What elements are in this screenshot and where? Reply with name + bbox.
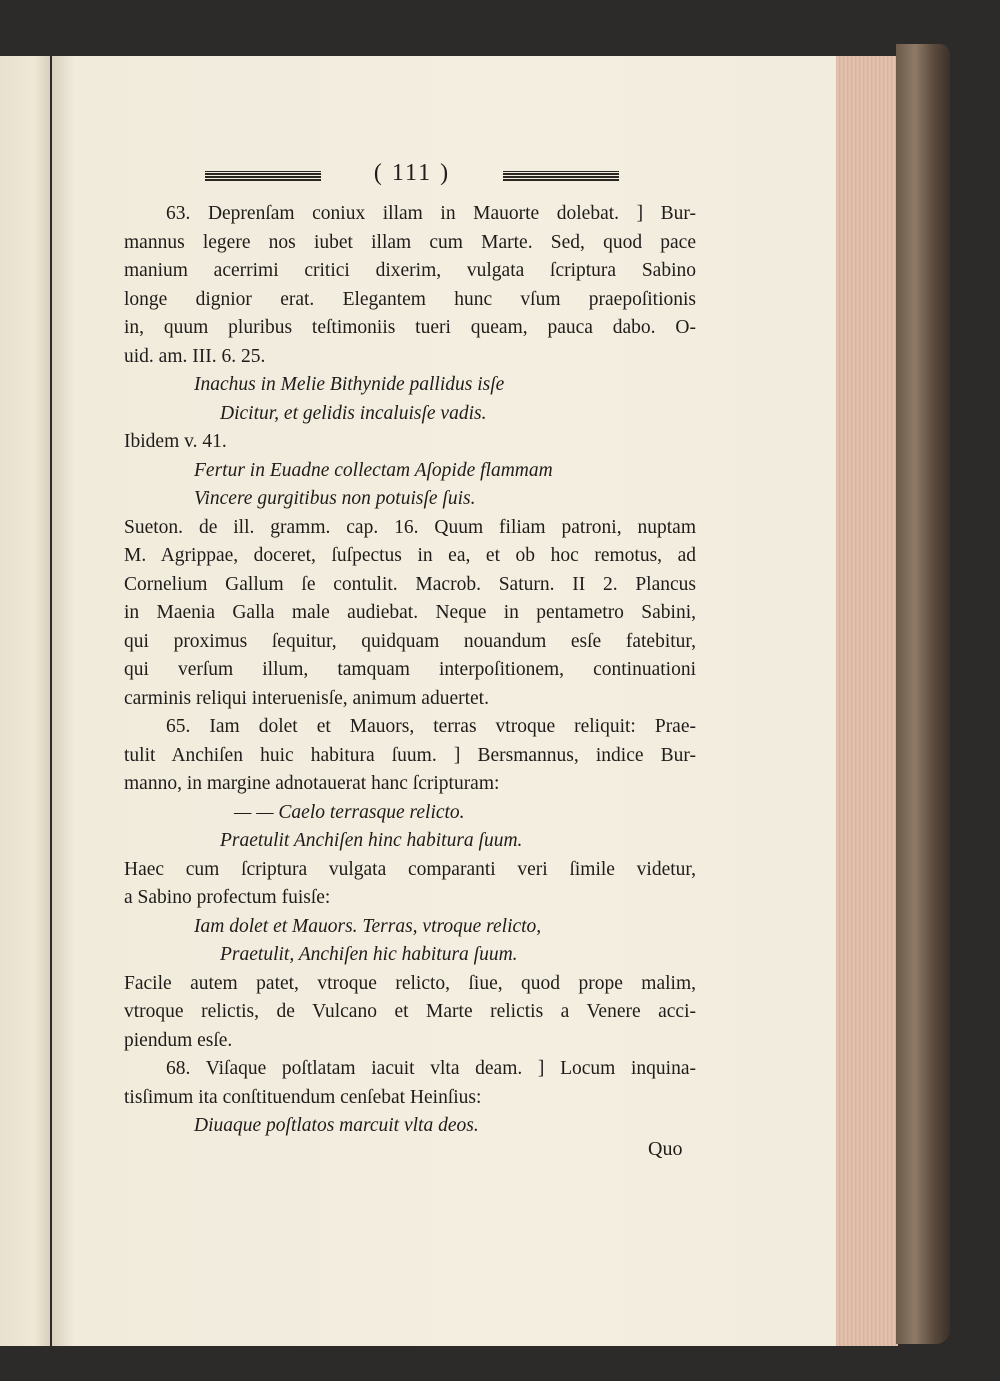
text-line: longe dignior erat. Elegantem hunc vſum praepoſitionis [124, 288, 696, 310]
verse-line: Diuaque poſtlatos marcuit vlta deos. [194, 1115, 479, 1136]
verse-line: Iam dolet et Mauors. Terras, vtroque relicto, [194, 915, 542, 937]
verse-line: Vincere gurgitibus non potuisſe ſuis. [194, 488, 476, 509]
text-line: 63. Deprenſam coniux illam in Mauorte dolebat. ] Bur- [166, 203, 696, 224]
text-line: M. Agrippae, doceret, ſuſpectus in ea, et ob hoc remotus, ad [124, 545, 696, 566]
page-block-edge [836, 56, 898, 1346]
book-cover-edge [896, 44, 950, 1344]
verse-line: Inachus in Melie Bithynide pallidus isſe [194, 374, 505, 395]
text-line: qui proximus ſequitur, quidquam nouandum esſe fatebitur, [124, 630, 696, 652]
body-text [124, 200, 696, 1141]
text-line: manno, in margine adnotauerat hanc ſcripturam: [124, 773, 500, 794]
facing-page-edge [0, 56, 50, 1346]
text-line: Haec cum ſcriptura vulgata comparanti veri ſimile videtur, [124, 858, 696, 880]
catchword: Quo [648, 1138, 683, 1160]
text-line: Sueton. de ill. gramm. cap. 16. Quum filiam patroni, nuptam [124, 516, 696, 538]
text-line: manium acerrimi critici dixerim, vulgata ſcriptura Sabino [124, 260, 696, 281]
text-line: a Sabino profectum fuisſe: [124, 887, 331, 908]
verse-line: Dicitur, et gelidis incaluisſe vadis. [220, 402, 487, 424]
text-line: qui verſum illum, tamquam interpoſitionem, continuationi [124, 659, 696, 680]
text-line: carminis reliqui interuenisſe, animum aduertet. [124, 687, 489, 709]
text-line: Facile autem patet, vtroque relicto, ſiue, quod prope malim, [124, 972, 696, 994]
text-line: Cornelium Gallum ſe contulit. Macrob. Saturn. II 2. Plancus [124, 573, 696, 595]
text-line: tisſimum ita conſtituendum cenſebat Heinſius: [124, 1086, 482, 1108]
text-line: 68. Viſaque poſtlatam iacuit vlta deam. ] Locum inquina- [166, 1058, 696, 1079]
header-rule-right [503, 171, 619, 181]
header-rule-left [205, 171, 321, 181]
text-line: in Maenia Galla male audiebat. Neque in pentametro Sabini, [124, 602, 696, 623]
text-line: mannus legere nos iubet illam cum Marte. Sed, quod pace [124, 231, 696, 253]
text-line: tulit Anchiſen huic habitura ſuum. ] Bersmannus, indice Bur- [124, 744, 696, 766]
verse-line: Praetulit Anchiſen hinc habitura ſuum. [220, 830, 523, 851]
verse-line: Fertur in Euadne collectam Aſopide flammam [194, 459, 553, 481]
page-header [205, 162, 619, 192]
text-line: in, quum pluribus teſtimoniis tueri queam, pauca dabo. O- [124, 317, 696, 338]
verse-line: Praetulit, Anchiſen hic habitura ſuum. [220, 944, 518, 965]
text-line: 65. Iam dolet et Mauors, terras vtroque reliquit: Prae- [166, 716, 696, 737]
page-number: ( 111 ) [373, 160, 451, 186]
text-line: vtroque relictis, de Vulcano et Marte relictis a Venere acci- [124, 1001, 696, 1022]
text-line: Ibidem v. 41. [124, 431, 227, 452]
text-line: uid. am. III. 6. 25. [124, 345, 266, 367]
text-line: piendum esſe. [124, 1029, 233, 1051]
verse-line: — — Caelo terrasque relicto. [234, 801, 465, 823]
